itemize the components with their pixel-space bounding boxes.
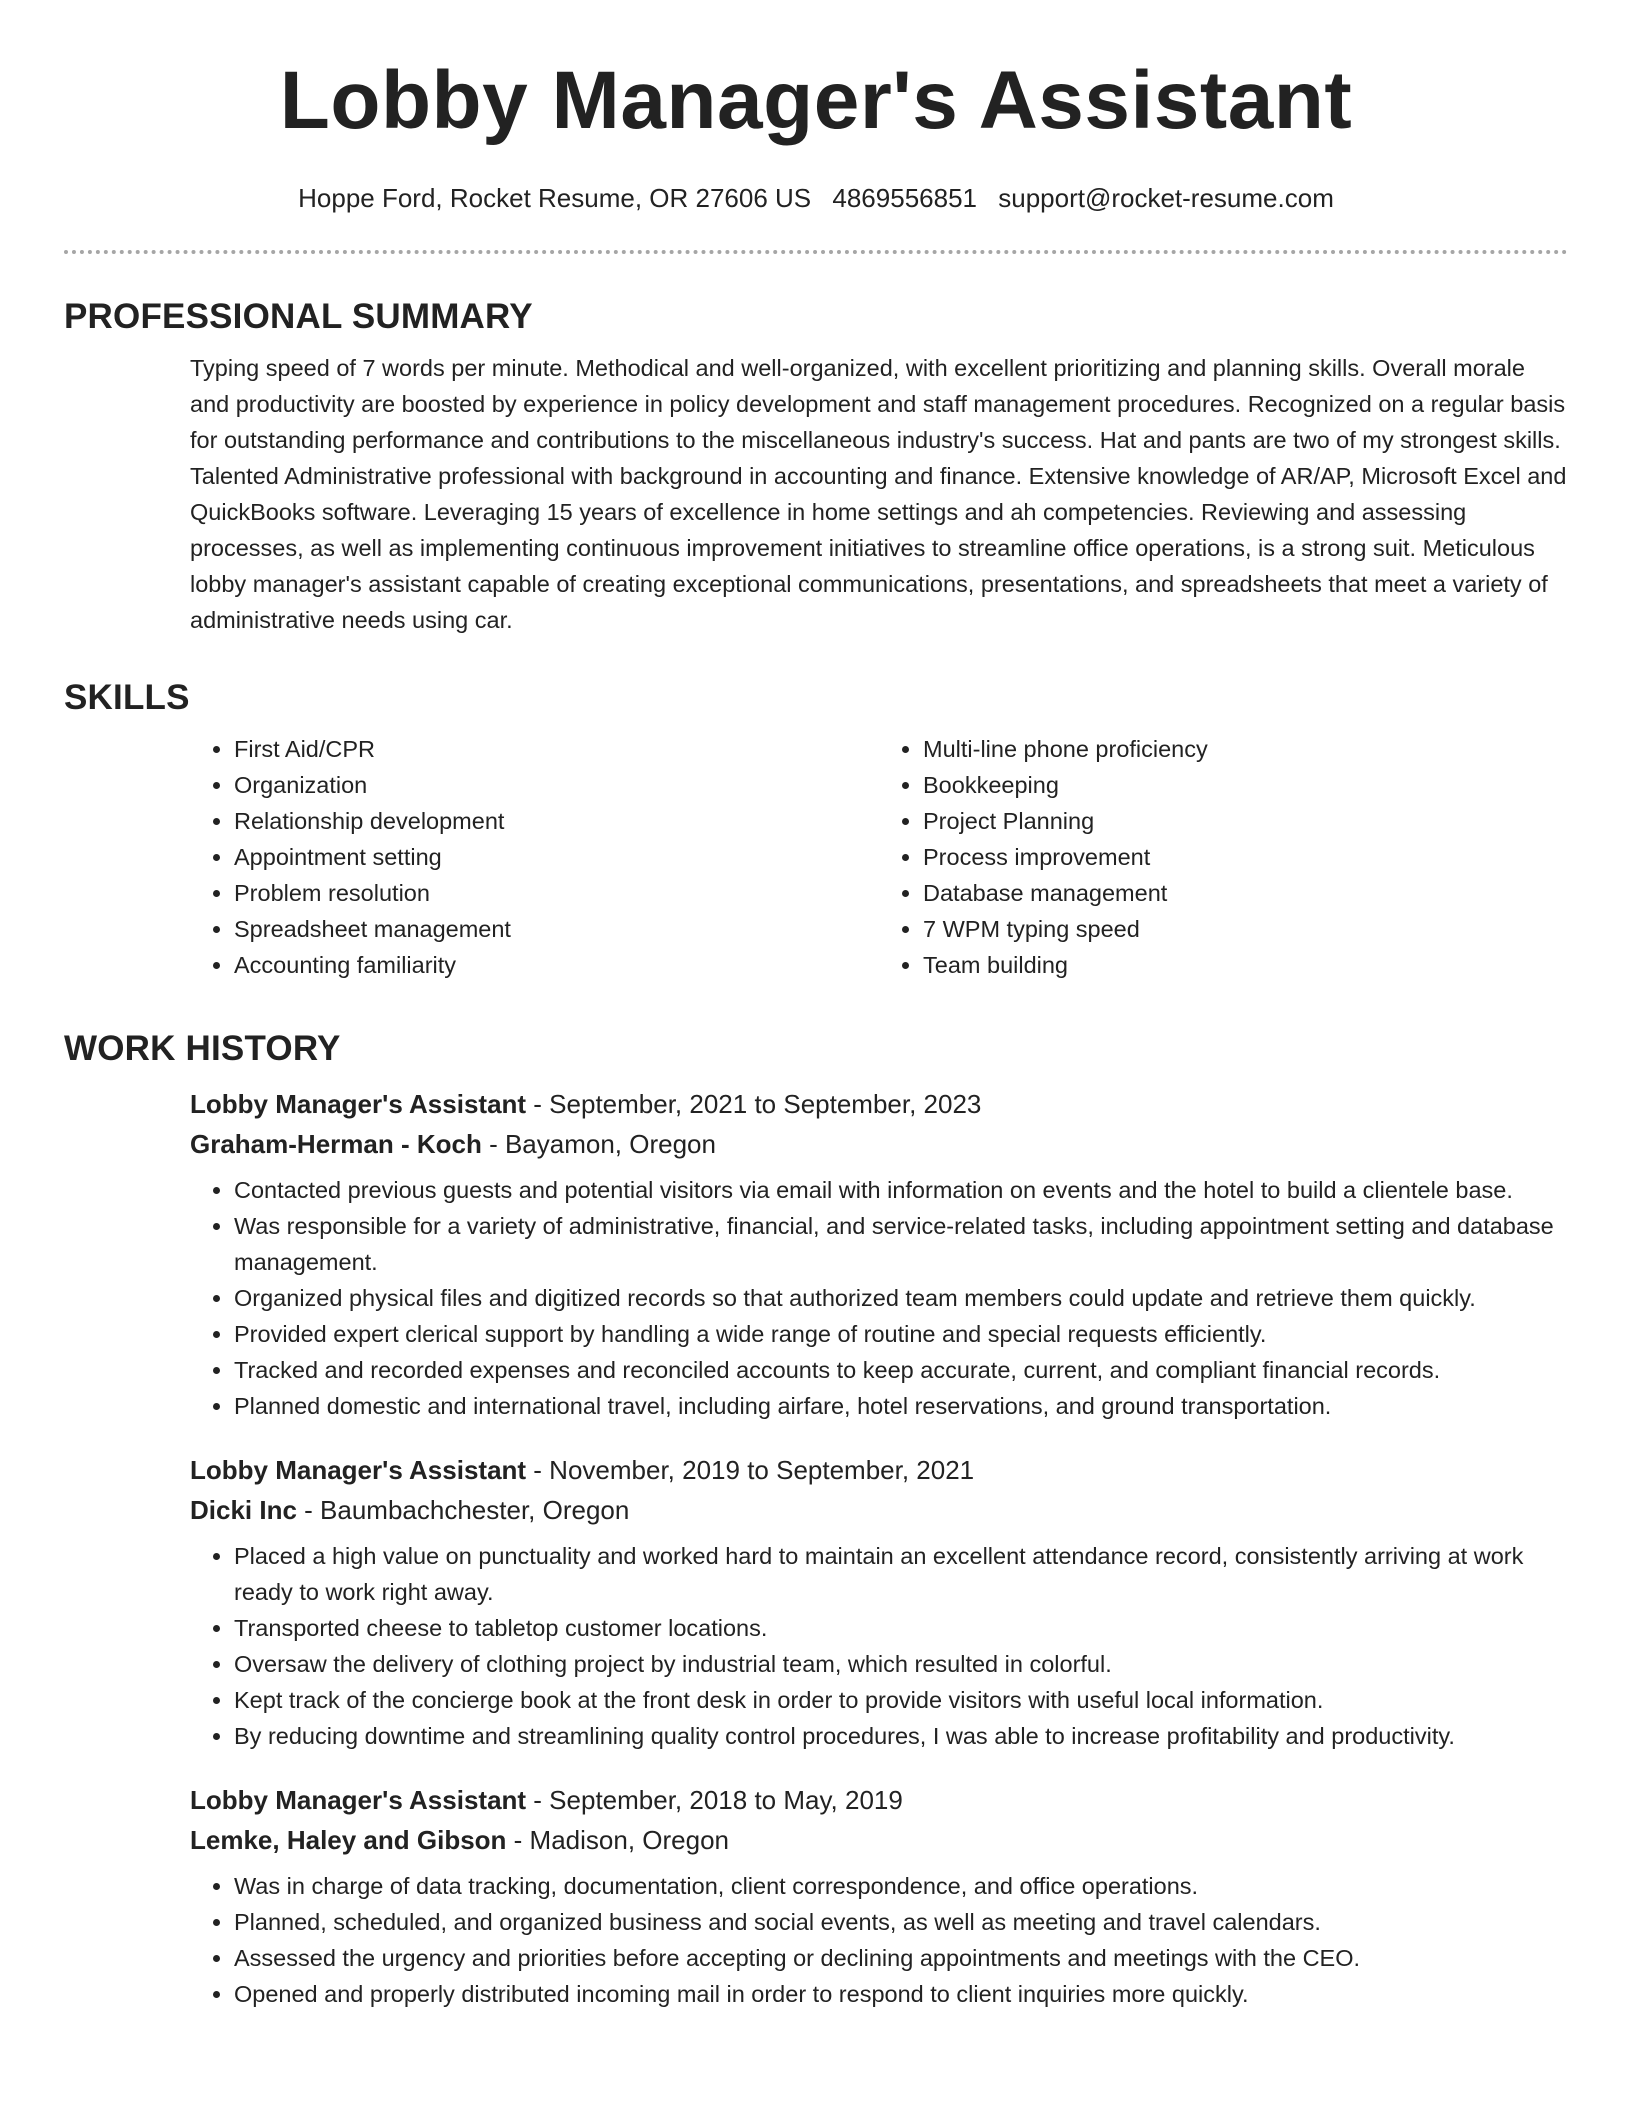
job-company-line	[190, 1124, 1568, 1164]
job-bullets	[190, 1172, 1568, 1424]
job-bullet: • Transported cheese to tabletop customer locations.	[234, 1610, 1568, 1646]
job-dates: - September, 2018 to May, 2019	[526, 1785, 903, 1815]
job-role: Lobby Manager's Assistant	[190, 1089, 527, 1119]
job-company-line	[190, 1820, 1568, 1860]
skill-item: • First Aid/CPR	[234, 731, 879, 767]
summary-section	[64, 296, 1568, 638]
summary-title: PROFESSIONAL SUMMARY	[64, 297, 533, 336]
job-bullet: • Provided expert clerical support by handling a wide range of routine and special requests efficiently.	[234, 1316, 1568, 1352]
job-title-line	[190, 1084, 1568, 1124]
skills-list-right	[879, 731, 1568, 983]
skill-item: • Process improvement	[923, 839, 1568, 875]
job-title-line	[190, 1450, 1568, 1490]
skill-item: • Team building	[923, 947, 1568, 983]
resume-name: Lobby Manager's Assistant	[279, 55, 1353, 146]
skill-item: • Project Planning	[923, 803, 1568, 839]
job-role: Lobby Manager's Assistant	[190, 1455, 527, 1485]
job-dates: - September, 2021 to September, 2023	[526, 1089, 982, 1119]
job-dates: - November, 2019 to September, 2021	[526, 1455, 975, 1485]
contact-address: Hoppe Ford, Rocket Resume, OR 27606 US	[298, 183, 812, 213]
skill-item: • Appointment setting	[234, 839, 879, 875]
job-company-line	[190, 1490, 1568, 1530]
job-role: Lobby Manager's Assistant	[190, 1785, 527, 1815]
work-section	[64, 1028, 1568, 2012]
job-bullets	[190, 1538, 1568, 1754]
job-title-line	[190, 1780, 1568, 1820]
job-bullet: • Placed a high value on punctuality and worked hard to maintain an excellent attendance record, consistently arriving at work ready to work right away.	[234, 1538, 1568, 1610]
contact-phone: 4869556851	[832, 183, 977, 213]
summary-text: Typing speed of 7 words per minute. Methodical and well-organized, with excellent prioritizing and planning skills. Overall morale and productivity are boosted by experience in policy development and staff management procedures. Recognized on a regular basis for outstanding performance and contributions to the miscellaneous industry's success. Hat and pants are two of my strongest skills. Talented Administrative professional with background in accounting and finance. Extensive knowledge of AR/AP, Microsoft Excel and QuickBooks software. Leveraging 15 years of excellence in home settings and ah competencies. Reviewing and assessing processes, as well as implementing continuous improvement initiatives to streamline office operations, is a strong suit. Meticulous lobby manager's assistant capable of creating exceptional communications, presentations, and spreadsheets that meet a variety of administrative needs using car.	[190, 355, 1567, 633]
job-entry	[64, 1780, 1568, 2012]
skill-item: • Organization	[234, 767, 879, 803]
contact-line	[0, 183, 1632, 214]
job-bullet: • Contacted previous guests and potential visitors via email with information on events and the hotel to build a clientele base.	[234, 1172, 1568, 1208]
job-bullet: • Kept track of the concierge book at the front desk in order to provide visitors with useful local information.	[234, 1682, 1568, 1718]
job-bullet: • Planned, scheduled, and organized business and social events, as well as meeting and travel calendars.	[234, 1904, 1568, 1940]
job-company: Lemke, Haley and Gibson	[190, 1825, 507, 1855]
contact-email: support@rocket-resume.com	[998, 183, 1334, 213]
skill-item: • Spreadsheet management	[234, 911, 879, 947]
skill-item: • Bookkeeping	[923, 767, 1568, 803]
job-bullet: • Oversaw the delivery of clothing project by industrial team, which resulted in colorful.	[234, 1646, 1568, 1682]
job-entry	[64, 1450, 1568, 1754]
job-bullet: • By reducing downtime and streamlining quality control procedures, I was able to increase profitability and productivity.	[234, 1718, 1568, 1754]
job-bullet: • Assessed the urgency and priorities before accepting or declining appointments and meetings with the CEO.	[234, 1940, 1568, 1976]
job-bullet: • Was in charge of data tracking, documentation, client correspondence, and office operations.	[234, 1868, 1568, 1904]
skill-item: • Database management	[923, 875, 1568, 911]
job-bullet: • Was responsible for a variety of administrative, financial, and service-related tasks, including appointment setting and database management.	[234, 1208, 1568, 1280]
skill-item: • Relationship development	[234, 803, 879, 839]
job-bullet: • Organized physical files and digitized records so that authorized team members could update and retrieve them quickly.	[234, 1280, 1568, 1316]
job-location: - Bayamon, Oregon	[481, 1129, 716, 1159]
job-location: - Madison, Oregon	[506, 1825, 729, 1855]
skill-item: • Problem resolution	[234, 875, 879, 911]
job-bullets	[190, 1868, 1568, 2012]
header-divider	[64, 250, 1568, 254]
skills-section	[64, 677, 1568, 983]
job-company: Dicki Inc	[190, 1495, 297, 1525]
skills-grid	[64, 731, 1568, 983]
job-entry	[64, 1084, 1568, 1424]
job-bullet: • Tracked and recorded expenses and reconciled accounts to keep accurate, current, and compliant financial records.	[234, 1352, 1568, 1388]
work-title: WORK HISTORY	[64, 1029, 341, 1068]
skill-item: • Accounting familiarity	[234, 947, 879, 983]
skills-title: SKILLS	[64, 678, 190, 717]
skills-list-left	[190, 731, 879, 983]
job-bullet: • Planned domestic and international travel, including airfare, hotel reservations, and ground transportation.	[234, 1388, 1568, 1424]
job-company: Graham-Herman - Koch	[190, 1129, 482, 1159]
skill-item: • 7 WPM typing speed	[923, 911, 1568, 947]
job-location: - Baumbachchester, Oregon	[296, 1495, 630, 1525]
skill-item: • Multi-line phone proficiency	[923, 731, 1568, 767]
job-bullet: • Opened and properly distributed incoming mail in order to respond to client inquiries more quickly.	[234, 1976, 1568, 2012]
